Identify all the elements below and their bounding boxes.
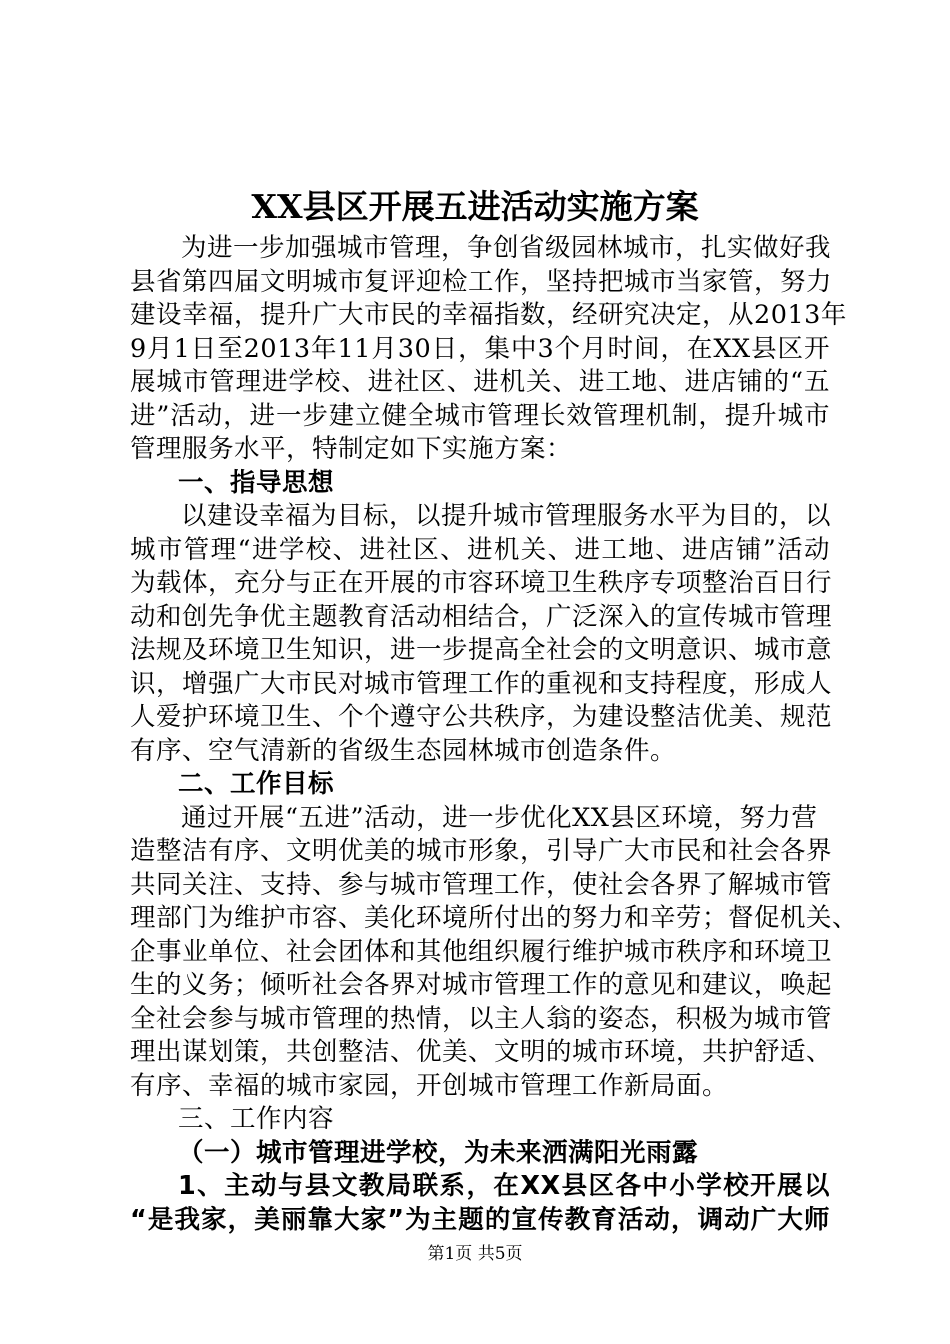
paragraph-line: 通过开展“五进”活动，进一步优化XX县区环境，努力营 — [181, 802, 818, 833]
paragraph-line: 共同关注、支持、参与城市管理工作，使社会各界了解城市管 — [130, 869, 833, 900]
paragraph-line: 有序、空气清新的省级生态园林城市创造条件。 — [130, 735, 677, 766]
paragraph-line: 理出谋划策，共创整洁、优美、文明的城市环境，共护舒适、 — [130, 1037, 833, 1067]
paragraph-line: 以建设幸福为目标，以提升城市管理服务水平为目的，以 — [181, 501, 832, 531]
paragraph-line: 城市管理“进学校、进社区、进机关、进工地、进店铺”活动 — [130, 534, 830, 565]
paragraph-line: 识，增强广大市民对城市管理工作的重视和支持程度，形成人 — [130, 668, 833, 699]
section-heading: （一）城市管理进学校，为未来洒满阳光雨露 — [178, 1137, 699, 1168]
document-body — [130, 232, 859, 1237]
paragraph-line: 全社会参与城市管理的热情，以主人翁的姿态，积极为城市管 — [130, 1003, 833, 1034]
paragraph-line: 展城市管理进学校、进社区、进机关、进工地、进店铺的“五 — [130, 367, 830, 397]
page-footer: 第1页 共5页 — [427, 1244, 523, 1264]
paragraph-line: 法规及环境卫生知识，进一步提高全社会的文明意识、城市意 — [130, 635, 833, 665]
paragraph-line: 为载体，充分与正在开展的市容环境卫生秩序专项整治百日行 — [130, 568, 833, 598]
paragraph-line: 进”活动，进一步建立健全城市管理长效管理机制，提升城市 — [130, 400, 830, 431]
paragraph-line: 县省第四届文明城市复评迎检工作，坚持把城市当家管，努力 — [130, 266, 833, 297]
section-heading: 一、指导思想 — [178, 467, 335, 498]
paragraph-line: “是我家，美丽靠大家”为主题的宣传教育活动，调动广大师 — [130, 1204, 830, 1235]
paragraph-line: 9月1日至2013年11月30日，集中3个月时间，在XX县区开 — [130, 333, 830, 364]
document-title: XX县区开展五进活动实施方案 — [251, 187, 699, 226]
paragraph-line: 为进一步加强城市管理，争创省级园林城市，扎实做好我 — [181, 233, 832, 263]
section-heading: 三、工作内容 — [178, 1104, 335, 1134]
paragraph-line: 生的义务；倾听社会各界对城市管理工作的意见和建议，唤起 — [130, 970, 833, 1000]
paragraph-line: 理部门为维护市容、美化环境所付出的努力和辛劳；督促机关、 — [130, 903, 859, 933]
paragraph-line: 建设幸福，提升广大市民的幸福指数，经研究决定，从2013年 — [130, 300, 847, 330]
paragraph-line: 人爱护环境卫生、个个遵守公共秩序，为建设整洁优美、规范 — [130, 702, 833, 732]
paragraph-line: 造整洁有序、文明优美的城市形象，引导广大市民和社会各界 — [130, 836, 833, 866]
paragraph-line: 动和创先争优主题教育活动相结合，广泛深入的宣传城市管理 — [130, 601, 833, 632]
section-heading: 二、工作目标 — [178, 769, 335, 799]
paragraph-line: 1、主动与县文教局联系，在XX县区各中小学校开展以 — [178, 1171, 830, 1201]
paragraph-line: 有序、幸福的城市家园，开创城市管理工作新局面。 — [130, 1070, 729, 1101]
paragraph-line: 管理服务水平，特制定如下实施方案： — [130, 434, 573, 464]
paragraph-line: 企事业单位、社会团体和其他组织履行维护城市秩序和环境卫 — [130, 936, 833, 967]
